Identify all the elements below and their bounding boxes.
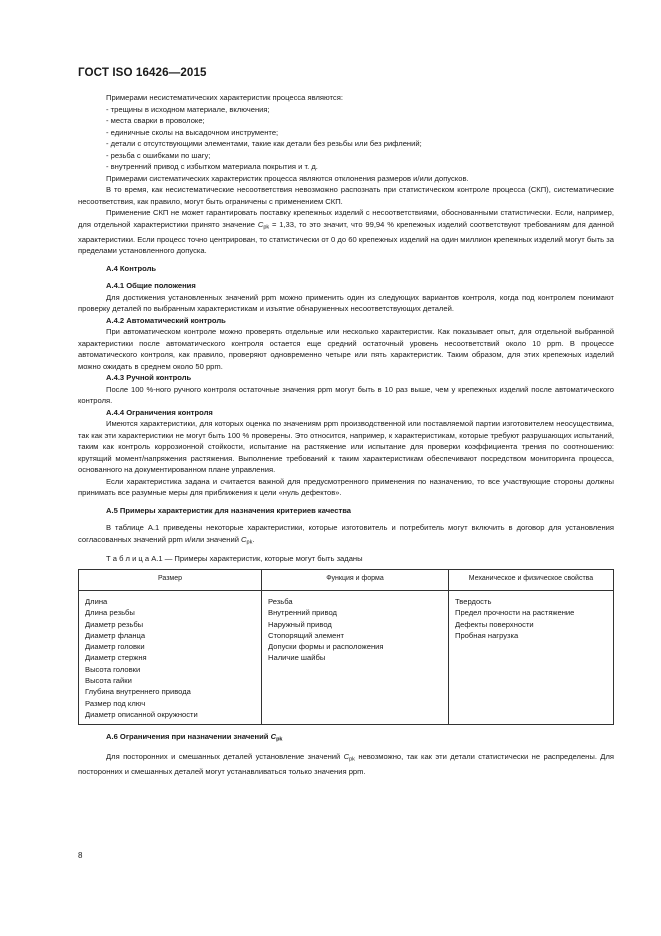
paragraph-text: Применение СКП не может гарантировать поставку крепежных изделий с несоответствиями, обоснованными статистически. Если, например, для отдельной характеристики принято значение xyxy=(78,208,614,229)
table-cell-line: Стопорящий элемент xyxy=(268,630,345,640)
table-cell-line: Глубина внутреннего привода xyxy=(85,687,191,697)
table-cell-line: Твердость xyxy=(455,597,492,606)
table-caption: Т а б л и ц а А.1 — Примеры характеристик, которые могут быть заданы xyxy=(106,553,363,563)
cpk-symbol: C xyxy=(257,219,264,229)
table-cell-line: Длина резьбы xyxy=(85,608,135,618)
table-cell-line: Диаметр стержня xyxy=(85,653,147,663)
table-cell-line: Размер под ключ xyxy=(85,698,146,708)
paragraph-text: В таблице А.1 приведены некоторые характеристики, которые изготовитель и потребитель могут включить в договор для установления согласованных значений ppm и/или значений xyxy=(78,523,614,544)
section-a43-text: После 100 %-ного ручного контроля остаточные значения ppm могут быть в 10 раз выше, чем у крепежных изделий после автоматического контроля. xyxy=(78,384,614,405)
section-a41-title: А.4.1 Общие положения xyxy=(106,281,196,290)
cpk-subscript: pk xyxy=(349,756,355,763)
table-cell-line: Дефекты поверхности xyxy=(455,619,534,629)
table-cell-function xyxy=(262,591,449,725)
section-a4-title: А.4 Контроль xyxy=(106,263,157,273)
table-cell-line: Предел прочности на растяжение xyxy=(455,608,575,618)
section-a5-title: А.5 Примеры характеристик для назначения критериев качества xyxy=(106,505,352,515)
cpk-subscript: pk xyxy=(246,539,253,545)
section-a41-text: Для достижения установленных значений ppm можно применить один из следующих вариантов контроля, когда под контролем понимают проверку деталей по выбранным характеристикам и изъятие обнаруженных несоответствующих деталей. xyxy=(78,292,614,313)
cpk-subscript: pk xyxy=(263,224,270,230)
table-header-size: Размер xyxy=(79,570,262,591)
paragraph-text: невозможно, так как эти детали статистически не распределены. Для посторонних и смешанных деталей могут устанавливаться только значения ppm. xyxy=(78,752,614,777)
page-number: 8 xyxy=(78,851,83,860)
table-cell-mechanical xyxy=(449,591,614,725)
cpk-symbol: C xyxy=(241,534,247,544)
list-item: - резьба с ошибками по шагу; xyxy=(106,150,211,160)
paragraph-text: = 1,33, то это значит, что 99,94 % крепежных изделий соответствуют требованиям для данной характеристики. Если процесс точно центрирован, то статистически от 0 до 60 крепежных изделий на один миллион крепежных изделий могут быть за пределами установленного допуска. xyxy=(78,219,615,255)
page-content xyxy=(78,92,614,778)
list-item: - места сварки в проволоке; xyxy=(106,116,205,125)
section-a42-text: При автоматическом контроле можно проверять отдельные или несколько характеристик. Как показывает опыт, для отдельной выбранной характеристики после автоматического контроля остается еще средний остаточный уровень несоответствий около 10 ppm. В процессе автоматического контроля, как правило, проверяют одновременно четыре или пять характеристик. Таким образом, для этих крепежных изделий можно ожидать в среднем около 50 ppm. xyxy=(78,327,614,371)
table-cell-line: Наружный привод xyxy=(268,619,332,629)
spc-paragraph: В то время, как несистематические несоответствия невозможно распознать при статистическом контроле процесса (СКП), систематические несоответствия, как правило, могут быть ограничены с применением СКП. xyxy=(78,185,614,206)
table-cell-line: Диаметр резьбы xyxy=(85,619,144,629)
characteristics-table xyxy=(78,569,614,725)
list-item: - детали с отсутствующими элементами, такие как детали без резьбы или без рифлений; xyxy=(106,139,422,148)
table-cell-line: Резьба xyxy=(268,597,293,606)
section-a44-text: Если характеристика задана и считается важной для предусмотренного применения по назначению, то все участвующие стороны должны принимать все разумные меры для приближения к цели «нуль дефектов». xyxy=(78,476,614,497)
cpk-symbol: C xyxy=(270,732,277,742)
list-item: - трещины в исходном материале, включения; xyxy=(106,104,270,114)
list-item: - внутренний привод с избытком материала покрытия и т. д. xyxy=(106,162,318,171)
section-a43-title: А.4.3 Ручной контроль xyxy=(106,373,192,382)
table-cell-line: Внутренний привод xyxy=(268,608,337,618)
table-header-mechanical: Механическое и физическое свойства xyxy=(449,570,614,591)
table-cell-line: Длина xyxy=(85,597,108,606)
nonsys-intro: Примерами несистематических характеристик процесса являются: xyxy=(106,93,343,102)
table-cell-line: Высота гайки xyxy=(85,676,132,686)
section-a44-text: Имеются характеристики, для которых оценка по значениям ppm производственной или поставляемой партии изготовителем неосуществима, так как эти характеристики не могут быть 100 % проверены. Это относится, например, к характеристикам, которые требуют разрушающих испытаний, таким как контроль коррозионной стойкости, испытание на растяжение или испытание для проверки коэффициента трения по соотношению: крутящий момент/напряжения растяжения. Выполнение требований к таким характеристикам обеспечивают посредством мониторинга процесса, основанного на документированном плане управления. xyxy=(78,419,614,474)
standard-header: ГОСТ ISO 16426—2015 xyxy=(78,66,207,79)
section-a42-title: А.4.2 Автоматический контроль xyxy=(106,315,226,325)
section-a6-text xyxy=(78,751,614,778)
table-cell-line: Диаметр фланца xyxy=(85,630,146,640)
section-a6-title xyxy=(78,731,614,746)
paragraph-text: Для посторонних и смешанных деталей установление значений xyxy=(106,752,344,762)
table-cell-line: Диаметр головки xyxy=(85,642,145,652)
paragraph-text: . xyxy=(252,534,255,544)
table-cell-line: Высота головки xyxy=(85,664,141,674)
cpk-symbol: C xyxy=(343,752,350,762)
table-header-function: Функция и форма xyxy=(262,570,449,591)
section-title-text: А.6 Ограничения при назначении значений xyxy=(106,732,271,742)
table-cell-line: Допуски формы и расположения xyxy=(268,642,384,652)
cpk-subscript: pk xyxy=(276,736,283,743)
list-item: - единичные сколы на высадочном инструменте; xyxy=(106,127,279,137)
section-a44-title: А.4.4 Ограничения контроля xyxy=(106,407,213,417)
table-cell-size xyxy=(79,591,262,725)
section-a5-text xyxy=(78,522,614,549)
table-cell-line: Диаметр описанной окружности xyxy=(85,709,198,719)
table-cell-line: Пробная нагрузка xyxy=(455,630,519,640)
table-cell-line: Наличие шайбы xyxy=(268,653,326,663)
sys-paragraph: Примерами систематических характеристик процесса являются отклонения размеров и/или допусков. xyxy=(106,173,469,183)
spc-application-paragraph xyxy=(78,207,614,257)
